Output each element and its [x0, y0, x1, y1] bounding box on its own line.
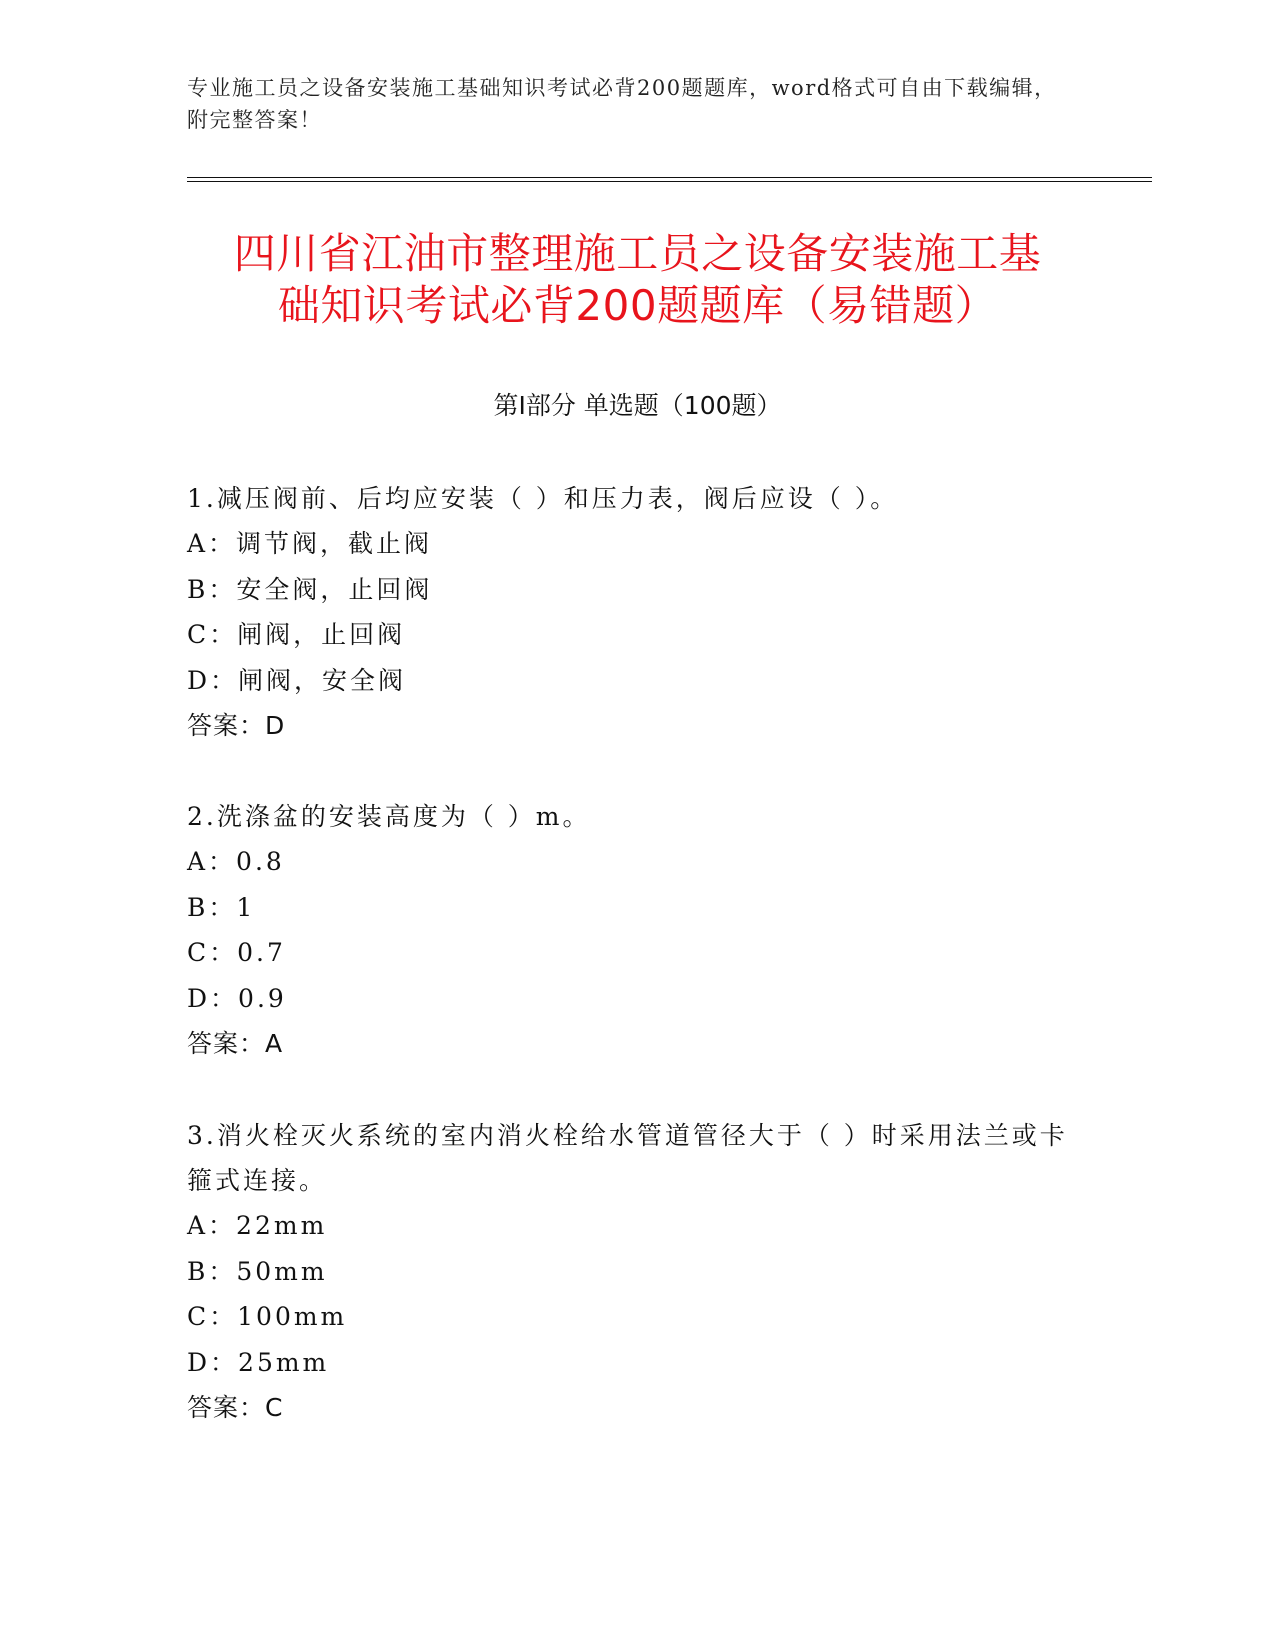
option-d: D：闸阀，安全阀	[187, 665, 407, 695]
option-d: D：0.9	[187, 983, 287, 1013]
document-title-line-1: 四川省江油市整理施工员之设备安装施工基	[233, 229, 1042, 278]
section-heading: 第Ⅰ部分 单选题（100题）	[493, 391, 782, 420]
option-b: B：安全阀，止回阀	[187, 574, 433, 604]
answer: 答案：C	[187, 1393, 284, 1422]
option-b: B：1	[187, 892, 256, 922]
option-a: A：22mm	[187, 1211, 328, 1240]
option-a: A：调节阀，截止阀	[187, 529, 433, 558]
question-1	[187, 476, 1077, 748]
question-stem: 1.减压阀前、后均应安装（ ）和压力表，阀后应设（ ）。	[187, 484, 899, 513]
header-rule-bottom	[187, 181, 1152, 182]
answer: 答案：D	[187, 711, 286, 740]
answer: 答案：A	[187, 1029, 284, 1058]
option-c: C：闸阀，止回阀	[187, 620, 406, 649]
question-stem: 2.洗涤盆的安装高度为（ ）m。	[187, 802, 591, 831]
document-title	[140, 228, 1135, 332]
option-a: A：0.8	[187, 847, 285, 876]
option-d: D：25mm	[187, 1347, 330, 1377]
option-b: B：50mm	[187, 1256, 328, 1286]
question-stem: 3.消火栓灭火系统的室内消火栓给水管道管径大于（ ）时采用法兰或卡箍式连接。	[187, 1121, 1068, 1195]
header-note: 专业施工员之设备安装施工基础知识考试必背200题题库，word格式可自由下载编辑，附完整答案！	[187, 76, 1057, 132]
option-c: C：0.7	[187, 938, 286, 967]
header-rule-top	[187, 177, 1152, 178]
question-3	[187, 1113, 1077, 1430]
question-2	[187, 794, 1077, 1066]
document-title-line-2: 础知识考试必背200题题库（易错题）	[277, 281, 998, 330]
option-c: C：100mm	[187, 1302, 348, 1331]
